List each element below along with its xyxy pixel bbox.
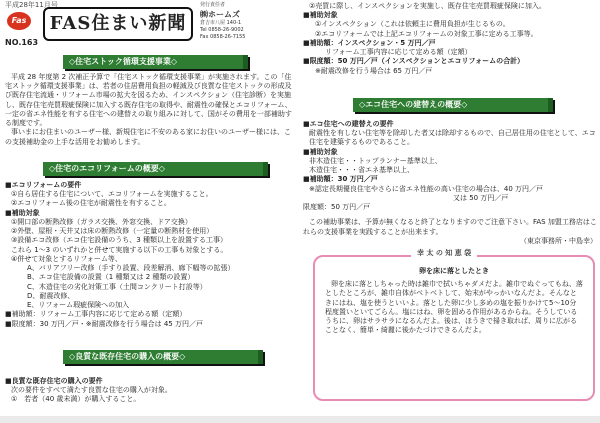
eco-amount: ■補助額：リフォーム工事内容に応じて定める額（定額） xyxy=(5,310,187,319)
eco-subsidy-heading: ■補助対象 xyxy=(5,208,40,217)
buy-limit: ■限度額：50 万円／戸（インスペクションとエコリフォームの合計） xyxy=(303,57,525,66)
buy-subsidy-heading: ■補助対象 xyxy=(303,11,338,20)
publisher-address: 倉吉市八屋 140-1 xyxy=(200,20,242,27)
buy-amount: ■補助額：インスペクション・5 万円／戸 xyxy=(303,38,436,47)
tip-text: 卵を床に落としちゃった時は雑巾で拭いちゃダメだよ。雑巾でぬぐってもね、落としたところが、雑巾自体がベトベトして、始末がやっかいなんだよ。そんなときにはね、塩を使うといいよ。落とした卵に少し多めの塩を振りかけて5〜10分程度置いといてごらん。塩にはね、卵を固める作用があるからね。そうしているうちに、卵はサラサラになるんだよ。後は、ほうきで掃き取れば、周りに広がることなく、簡単・綺麗に後かたづけできるんだよ。 xyxy=(325,280,583,335)
rebuild-limit: 限度額：50 万円／戸 xyxy=(303,203,371,212)
buy-req-item: ②売買に際し、インスペクションを実施し、既存住宅売買瑕疵保険に加入。 xyxy=(309,2,546,10)
rebuild-subsidy-item: 非木造住宅・・トップランナー基準以上、 xyxy=(309,156,442,165)
footer-bar xyxy=(0,416,600,423)
right-column xyxy=(303,0,598,423)
left-column xyxy=(3,0,297,423)
publisher-role: 発行責任者 xyxy=(200,2,226,8)
rebuild-req-heading: ■エコ住宅への建替えの要件 xyxy=(303,120,394,128)
publisher-info xyxy=(200,2,295,41)
eco-subsidy-subitem: A、バリアフリー改修（手すり設置、段差解消、廊下幅等の拡張） xyxy=(27,264,235,273)
eco-limit: ■限度額：30 万円／戸・※耐震改修を行う場合は 45 万円／戸 xyxy=(5,319,203,328)
section-heading-stock: ◇住宅ストック循環支援事業◇ xyxy=(63,55,248,69)
issue-number: NO.163 xyxy=(5,38,39,47)
publisher-fax: Fax 0858-26-7155 xyxy=(200,34,246,41)
rebuild-subsidy-heading: ■補助対象 xyxy=(303,147,338,156)
rebuild-note: ※認定長期優良住宅やさらに省エネ性能の高い住宅の場合は、40 万円／戸 xyxy=(309,184,543,193)
eco-subsidy-item: これら 1〜3 のいずれかと併せて実施する以下の工事も対象とする。 xyxy=(11,245,228,254)
eco-req-item: ②エコリフォーム後の住宅が耐震性を有すること。 xyxy=(11,199,171,208)
tip-subtitle: 卵を床に落としたとき xyxy=(419,267,489,275)
issue-date: 平成28年11月号 xyxy=(5,1,58,9)
publisher-tel: Tel 0858-26-9002 xyxy=(200,27,244,34)
fas-logo: Fas xyxy=(7,12,31,30)
eco-subsidy-subitem: C、木造住宅の劣化対策工事（土間コンクリート打設等） xyxy=(27,282,207,291)
buy-req-heading: ■良質な既存住宅の購入の要件 xyxy=(5,377,103,385)
eco-subsidy-item: ②外壁、屋根・天井又は床の断熱改修（一定量の断熱材を使用） xyxy=(11,227,214,236)
eco-subsidy-subitem: D、耐震改修、 xyxy=(27,291,75,300)
buy-req-item: ① 若者（40 歳未満）が購入すること。 xyxy=(11,395,141,404)
buy-subsidy-item: ①インスペクション（これは依頼主に費用負担が生じるもの。 xyxy=(315,20,510,29)
stock-intro xyxy=(5,73,295,147)
eco-req-heading: ■エコリフォームの要件 xyxy=(5,181,82,189)
eco-subsidy-item: ④併せて対象とするリフォーム等、 xyxy=(11,254,122,263)
tip-title: 幸 太 の 知 恵 袋 xyxy=(411,249,477,258)
section-heading-eco-rebuild: ◇エコ住宅への建替えの概要◇ xyxy=(353,98,553,112)
buy-note: ※耐震改修を行う場合は 65 万円／戸 xyxy=(315,66,433,75)
eco-subsidy-item: ③設備エコ改修（エコ住宅設備のうち、3 種類以上を設置する工事） xyxy=(11,236,227,245)
rebuild-subsidy-item: 木造住宅・・・省エネ基準以上、 xyxy=(309,166,414,175)
eco-reform-body xyxy=(5,181,295,329)
rebuild-req-item: 耐震性を有しない住宅等を除却した者又は除却するもので、自己居住用の住宅として、エコ住宅を建築するものであること。 xyxy=(309,129,596,147)
publisher-company: ㈱ホームズ xyxy=(200,10,240,19)
eco-req-item: ①自ら居住する住宅について、エコリフォームを実施すること。 xyxy=(11,190,213,199)
buy-amount-2: リフォーム工事内容に応じて定める額（定額） xyxy=(325,48,472,57)
buy-subsidy-item: ②エコリフォームでは上記エコリフォームの対象工事に定める工事等。 xyxy=(315,29,538,38)
eco-subsidy-subitem: E、リフォーム瑕疵保険への加入 xyxy=(27,301,130,310)
rebuild-amount: ■補助額：30 万円／戸 xyxy=(303,175,378,184)
masthead-title: FAS住まい新聞 xyxy=(43,7,193,41)
existing-home-body xyxy=(5,377,295,405)
eco-rebuild-body xyxy=(303,120,597,246)
eco-subsidy-item: ①開口部の断熱改修（ガラス交換、外窓交換、ドア交換） xyxy=(11,217,192,226)
section-heading-eco-reform: ◇住宅のエコリフォームの概要◇ xyxy=(43,162,268,176)
stock-paragraph-2: 事いまにお住まいのユーザー様、新規住宅に不安のある家にお住いのユーザー様には、この支援補助金の上手な活用をお勧めします。 xyxy=(5,128,291,146)
eco-subsidy-subitem: B、エコ住宅設備の設置（1 種類又は 2 種類の設置） xyxy=(27,273,195,282)
buy-req-item: 次の要件をすべて満たす良質な住宅の購入が対象。 xyxy=(11,386,172,395)
tip-box xyxy=(313,249,595,401)
existing-home-cont xyxy=(303,2,597,76)
author-credit: （東京事務所・中島幸） xyxy=(520,236,597,245)
rebuild-note-2: 又は 50 万円／戸 xyxy=(453,193,509,202)
stock-paragraph: 平成 28 年度第 2 次補正予算で「住宅ストック循環支援事業」が実施されます。この「住宅ストック循環支援事業」は、若者の住居費用負担の軽減及び良質な住宅ストックの形成及び既存住宅流通・リフォーム市場の拡大を図るため、インスペクション（住宅診断）を実施し、既存住宅売買瑕疵保険に加入する既存住宅の取得や、耐震性の確保とエコリフォーム、一定の省エネ性能を有する住宅への建替えの取り組みに対して、国がその費用を一部補助する制度です。 xyxy=(5,73,292,128)
section-heading-existing-home: ◇良質な既存住宅の購入の概要◇ xyxy=(63,350,263,364)
closing-paragraph: この補助事業は、予算が無くなると終了となりますのでご注意下さい。FAS 加盟工務店はこれらの支援事業を実践することが出来ます。 xyxy=(303,218,597,236)
